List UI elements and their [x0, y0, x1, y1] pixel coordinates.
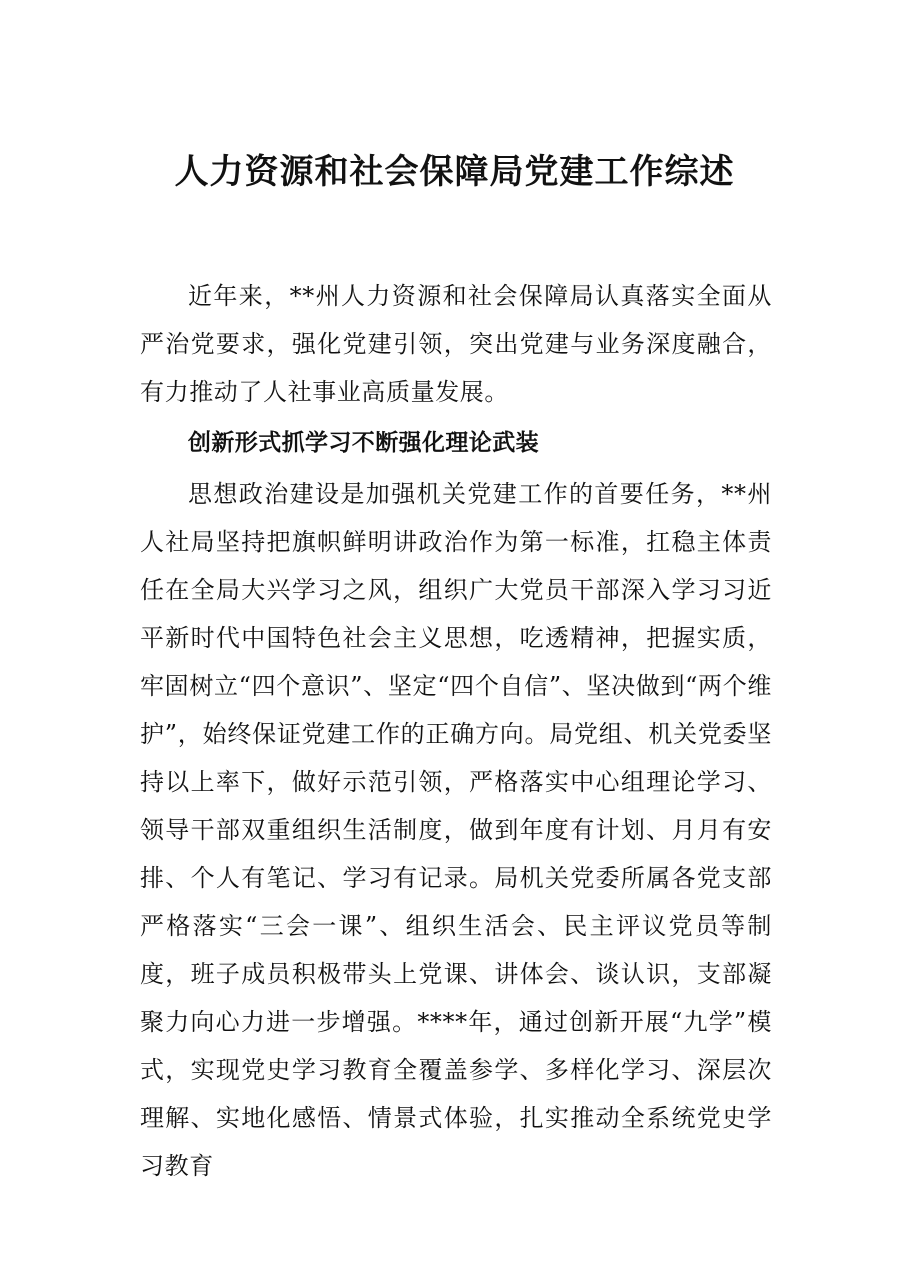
section-paragraph: 思想政治建设是加强机关党建工作的首要任务，**州人社局坚持把旗帜鲜明讲政治作为第一标准，扛稳主体责任在全局大兴学习之风，组织广大党员干部深入学习习近平新时代中国特色社会主义思想，吃透精神，把握实质，牢固树立“四个意识”、坚定“四个自信”、坚决做到“两个维护”，始终保证党建工作的正确方向。局党组、机关党委坚持以上率下，做好示范引领，严格落实中心组理论学习、领导干部双重组织生活制度，做到年度有计划、月月有安排、个人有笔记、学习有记录。局机关党委所属各党支部严格落实“三会一课”、组织生活会、民主评议党员等制度，班子成员积极带头上党课、讲体会、谈认识，支部凝聚力向心力进一步增强。****年，通过创新开展“九学”模式，实现党史学习教育全覆盖参学、多样化学习、深层次理解、实地化感悟、情景式体验，扎实推动全系统党史学习教育 [140, 480, 772, 1180]
document-body [140, 272, 772, 1190]
section-heading: 创新形式抓学习不断强化理论武装 [188, 430, 539, 456]
document-title: 人力资源和社会保障局党建工作综述 [174, 152, 735, 192]
intro-paragraph: 近年来，**州人力资源和社会保障局认真落实全面从严治党要求，强化党建引领，突出党建与业务深度融合，有力推动了人社事业高质量发展。 [140, 282, 772, 406]
